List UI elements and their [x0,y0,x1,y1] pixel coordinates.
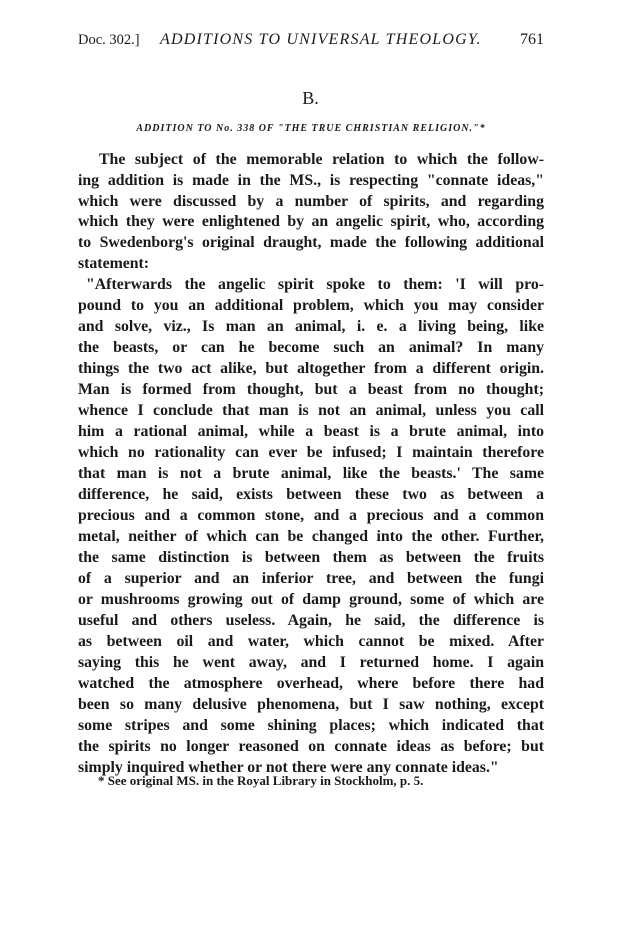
body-line: The subject of the memorable relation to which the follow- [99,151,544,168]
body-line: whence I conclude that man is not an animal, unless you call [78,402,544,419]
body-line: which they were enlightened by an angelic spirit, who, according [78,213,544,230]
body-line: pound to you an additional problem, which you may consider [78,297,544,314]
body-line: of a superior and an inferior tree, and between the fungi [78,570,544,587]
body-line: simply inquired whether or not there were any connate ideas." [78,759,499,776]
body-line: the beasts, or can he become such an animal? In many [78,339,544,356]
body-line: "Afterwards the angelic spirit spoke to them: 'I will pro- [86,276,544,293]
body-line: watched the atmosphere overhead, where before there had [78,675,544,692]
body-line: the same distinction is between them as between the fruits [78,549,544,566]
body-line: which were discussed by a number of spirits, and regarding [78,193,544,210]
page-number: 761 [520,31,544,48]
section-subheading: ADDITION TO No. 338 OF "THE TRUE CHRISTIAN RELIGION."* [136,123,486,134]
body-line: and solve, viz., Is man an animal, i. e. a living being, like [78,318,544,335]
body-line: been so many delusive phenomena, but I saw nothing, except [78,696,544,713]
body-line: which no rationality can ever be infused; I maintain therefore [78,444,544,461]
body-line: difference, he said, exists between these two as between a [78,486,544,503]
body-line: precious and a common stone, and a precious and a common [78,507,544,524]
footnote: * See original MS. in the Royal Library in Stockholm, p. 5. [98,773,424,788]
body-line: statement: [78,255,150,272]
body-line: that man is not a brute animal, like the beasts.' The same [78,465,544,482]
body-line: ing addition is made in the MS., is respecting "connate ideas," [78,172,544,189]
body-line: things the two act alike, but altogether from a different origin. [78,360,544,377]
body-line: the spirits no longer reasoned on connate ideas as before; but [78,738,544,755]
body-line: him a rational animal, while a beast is a brute animal, into [78,423,544,440]
body-line: Man is formed from thought, but a beast from no thought; [78,381,544,398]
body-line: saying this he went away, and I returned home. I again [78,654,544,671]
body-line: or mushrooms growing out of damp ground, some of which are [78,591,544,608]
body-line: metal, neither of which can be changed into the other. Further, [78,528,544,545]
body-line: to Swedenborg's original draught, made the following additional [78,234,544,251]
body-line: useful and others useless. Again, he said, the difference is [78,612,544,629]
body-line: some stripes and some shining places; which indicated that [78,717,544,734]
running-head [78,29,544,51]
section-letter: B. [302,88,319,108]
doc-reference: Doc. 302.] [78,32,140,48]
running-title: ADDITIONS TO UNIVERSAL THEOLOGY. [160,31,482,48]
body-line: as between oil and water, which cannot be mixed. After [78,633,544,650]
